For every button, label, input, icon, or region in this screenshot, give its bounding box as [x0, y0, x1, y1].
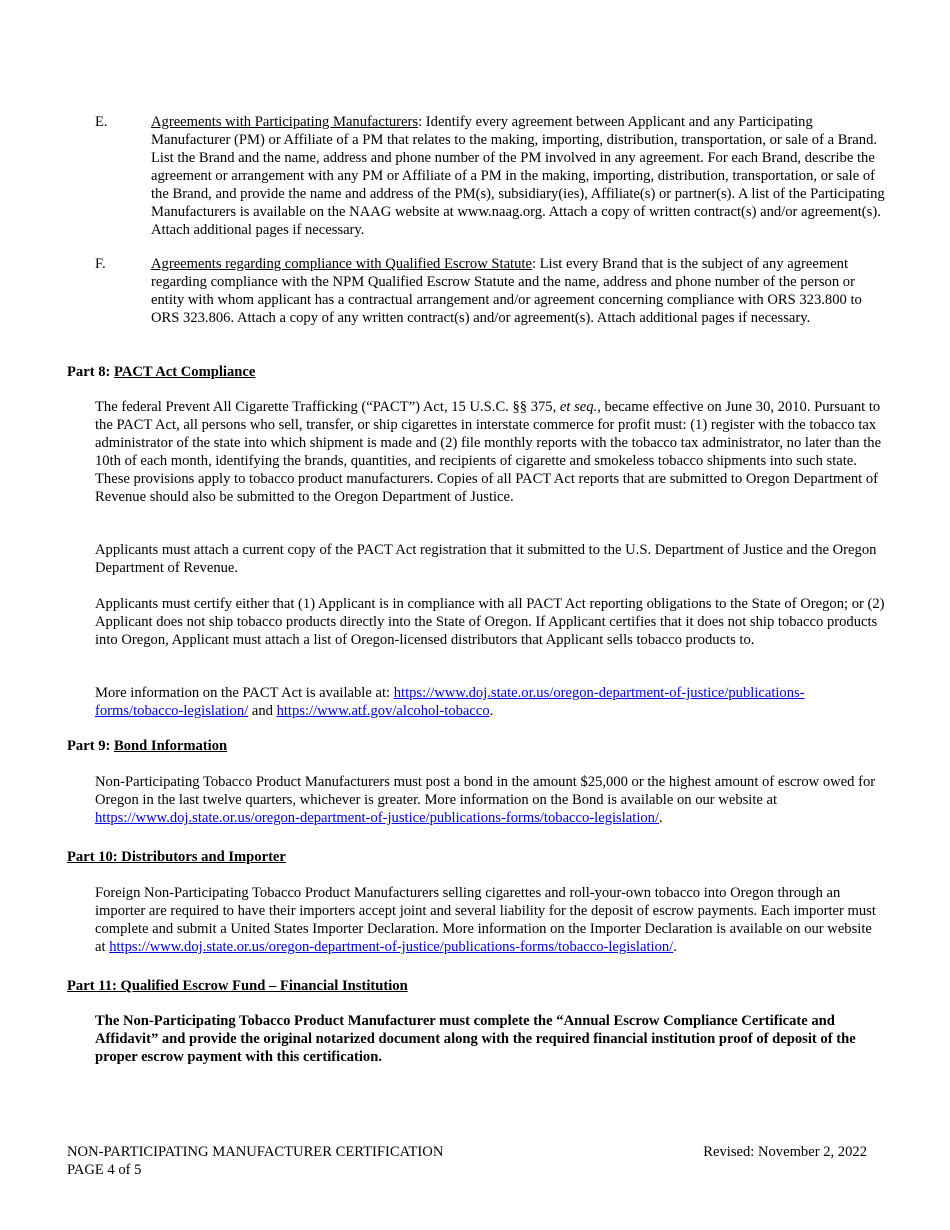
item-f — [95, 255, 885, 327]
bond-doj-link[interactable]: https://www.doj.state.or.us/oregon-department-of-justice/publications-forms/tobacco-legislation/ — [95, 810, 660, 826]
item-f-title: Agreements regarding compliance with Qualified Escrow Statute — [151, 256, 532, 272]
item-f-body — [151, 255, 885, 327]
part8-p1-italic: et seq. — [559, 399, 598, 415]
part8-paragraph-2: Applicants must attach a current copy of the PACT Act registration that it submitted to the U.S. Department of Justice and the Oregon Department of Revenue. — [95, 542, 877, 576]
part8-heading — [67, 363, 255, 381]
part10-title: Part 10: Distributors and Importer — [67, 849, 286, 865]
footer-page-number: PAGE 4 of 5 — [67, 1162, 142, 1178]
part10-p1-text-b: . — [673, 939, 677, 955]
part8-paragraph-1 — [95, 398, 885, 506]
item-e-title: Agreements with Participating Manufacturers — [151, 114, 419, 130]
part8-p4-text-c: . — [489, 703, 494, 719]
part9-paragraph-1 — [95, 773, 885, 827]
part8-paragraph-3: Applicants must certify either that (1) Applicant is in compliance with all PACT Act reporting obligations to the State of Oregon; or (2) Applicant does not ship tobacco products directly into the State of Oregon. If Applicant certifies that it does not ship tobacco products into Oregon, Applicant must attach a list of Oregon-licensed distributors that Applicant sells tobacco products to. — [95, 596, 885, 648]
part10-heading — [67, 848, 286, 866]
part9-p1-text-a: Non-Participating Tobacco Product Manufacturers must post a bond in the amount $25,000 or the highest amount of escrow owed for Oregon in the last twelve quarters, whichever is greater. More information on the Bond is available on our website at — [95, 774, 876, 808]
part11-heading — [67, 977, 408, 995]
part11-title: Part 11: Qualified Escrow Fund – Financial Institution — [67, 978, 408, 994]
part8-label: Part 8: — [67, 364, 115, 380]
importer-doj-link[interactable]: https://www.doj.state.or.us/oregon-department-of-justice/publications-forms/tobacco-legislation/ — [109, 939, 674, 955]
item-e-text: : Identify every agreement between Applicant and any Participating Manufacturer (PM) or Affiliate of a PM that relates to the making, importing, distribution, transportation, or sale of a Brand. List the Brand and the name, address and phone number of the PM involved in any agreement. For each Brand, describe the agreement or arrangement with any PM or Affiliate of a PM in the making, importing, distribution, transportation, or sale of the Brand, and provide the name and address of the PM(s), subsidiary(ies), Affiliate(s) or partner(s). A list of the Participating Manufacturers is available on the NAAG website at www.naag.org. Attach a copy of written contract(s) and/or agreement(s). Attach additional pages if necessary. — [151, 114, 885, 238]
part8-p4-text-b: and — [248, 703, 277, 719]
item-e-body — [151, 113, 885, 239]
atf-link[interactable]: https://www.atf.gov/alcohol-tobacco — [276, 703, 490, 719]
pact-doj-link[interactable]: https://www.doj.state.or.us/oregon-department-of-justice/publications-forms/tobacco-legislation/ — [95, 685, 805, 719]
part9-p1-text-b: . — [659, 810, 663, 826]
part8-p1-text-b: , became effective on June 30, 2010. Pursuant to the PACT Act, all persons who sell, transfer, or ship cigarettes in interstate commerce for profit must: (1) register with the tobacco tax administrator of the state into which shipment is made and (2) file monthly reports with the tobacco tax administrator, no later than the 10th of each month, identifying the brands, quantities, and recipients of cigarette and smokeless tobacco shipments into such state. These provisions apply to tobacco product manufacturers. Copies of all PACT Act reports that are submitted to Oregon Department of Revenue should also be submitted to the Oregon Department of Justice. — [95, 399, 882, 505]
part9-title: Bond Information — [114, 738, 228, 754]
part8-paragraph-4 — [95, 684, 885, 720]
item-f-text: : List every Brand that is the subject of any agreement regarding compliance with the NPM Qualified Escrow Statute and the name, address and phone number of the person or entity with whom applicant has a contractual arrangement and/or agreement concerning compliance with ORS 323.800 to ORS 323.806. Attach a copy of any written contract(s) and/or agreement(s). Attach additional pages if necessary. — [151, 256, 862, 326]
item-f-letter: F. — [95, 256, 106, 272]
part8-p1-text-a: The federal Prevent All Cigarette Trafficking (“PACT”) Act, 15 U.S.C. §§ 375, — [95, 399, 560, 415]
part9-heading — [67, 737, 227, 755]
page-footer — [67, 1143, 867, 1179]
item-e — [95, 113, 885, 239]
footer-form-name: NON-PARTICIPATING MANUFACTURER CERTIFICATION — [67, 1144, 444, 1160]
part8-p4-text-a: More information on the PACT Act is available at: — [95, 685, 394, 701]
part8-title: PACT Act Compliance — [114, 364, 256, 380]
part9-label: Part 9: — [67, 738, 115, 754]
part10-p1-text-a: Foreign Non-Participating Tobacco Product Manufacturers selling cigarettes and roll-your-own tobacco into Oregon through an importer are required to have their importers accept joint and several liability for the deposit of escrow payments. Each importer must complete and submit a United States Importer Declaration. More information on the Importer Declaration is available on our website at — [95, 885, 876, 955]
part11-paragraph-1: The Non-Participating Tobacco Product Manufacturer must complete the “Annual Escrow Compliance Certificate and Affidavit” and provide the original notarized document along with the required financial institution proof of deposit of the proper escrow payment with this certification. — [95, 1013, 856, 1065]
item-e-letter: E. — [95, 114, 108, 130]
part10-paragraph-1 — [95, 884, 885, 956]
footer-revised-date: Revised: November 2, 2022 — [703, 1144, 867, 1160]
